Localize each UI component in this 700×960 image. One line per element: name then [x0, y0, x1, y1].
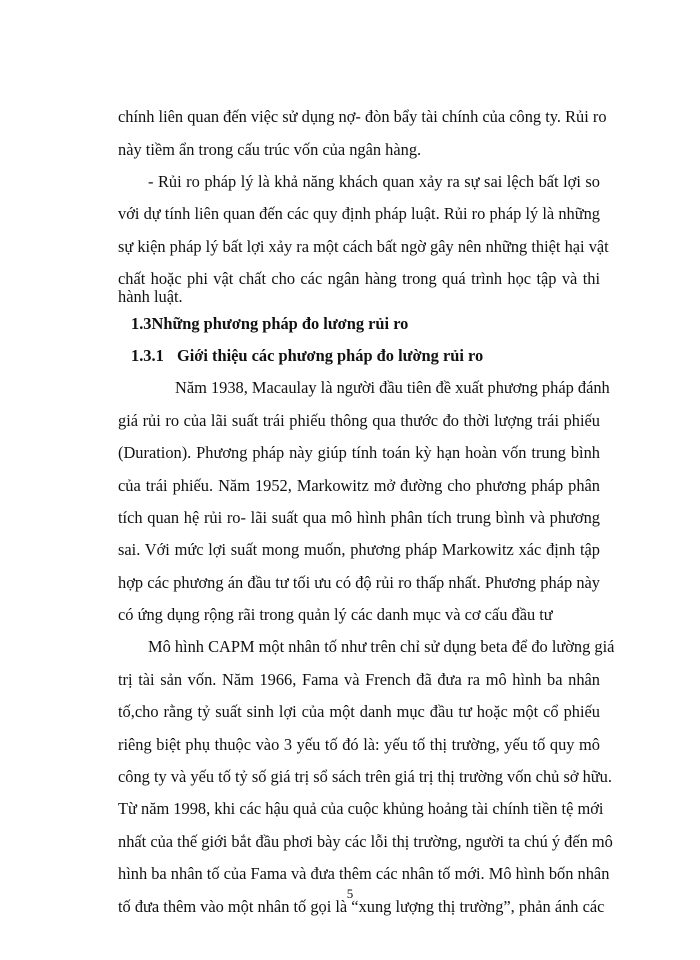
text-line: này tiềm ẩn trong cấu trúc vốn của ngân hàng. — [118, 140, 422, 159]
page-number: 5 — [346, 886, 354, 901]
text-line: chính liên quan đến việc sử dụng nợ- đòn bẩy tài chính của công ty. Rủi ro — [118, 107, 607, 126]
text-line: riêng biệt phụ thuộc vào 3 yếu tố đó là: yếu tố thị trường, yếu tố quy mô — [118, 735, 600, 754]
text-line: sai. Với mức lợi suất mong muốn, phương pháp Markowitz xác định tập — [118, 540, 600, 559]
text-line: hành luật. — [118, 287, 183, 306]
text-line: (Duration). Phương pháp này giúp tính toán kỳ hạn hoàn vốn trung bình — [118, 443, 600, 462]
text-line: sự kiện pháp lý bất lợi xảy ra một cách bất ngờ gây nên những thiệt hại vật — [118, 237, 609, 256]
text-line: - Rủi ro pháp lý là khả năng khách quan xảy ra sự sai lệch bất lợi so — [148, 172, 600, 191]
text-line: công ty và yếu tố tỷ số giá trị sổ sách trên giá trị thị trường vốn chủ sở hữu. — [118, 767, 612, 786]
text-line: Mô hình CAPM một nhân tố như trên chỉ sử dụng beta để đo lường giá — [148, 637, 615, 656]
text-line: trị tài sản vốn. Năm 1966, Fama và French đã đưa ra mô hình ba nhân — [118, 670, 600, 689]
text-line: Năm 1938, Macaulay là người đầu tiên đề xuất phương pháp đánh — [175, 378, 610, 397]
text-line: tích quan hệ rủi ro- lãi suất qua mô hình phân tích trung bình và phương — [118, 508, 600, 527]
section-heading: 1.3Những phương pháp đo lương rủi ro — [131, 314, 409, 333]
text-line: hình ba nhân tố của Fama và đưa thêm các nhân tố mới. Mô hình bốn nhân — [118, 864, 610, 883]
text-line: chất hoặc phi vật chất cho các ngân hàng trong quá trình học tập và thi — [118, 269, 600, 288]
subsection-title: Giới thiệu các phương pháp đo lường rủi ro — [177, 346, 484, 365]
text-line: tố,cho rằng tỷ suất sinh lợi của một danh mục đầu tư hoặc một cổ phiếu — [118, 702, 600, 721]
text-line: có ứng dụng rộng rãi trong quản lý các danh mục và cơ cấu đầu tư — [118, 605, 553, 624]
text-line: của trái phiếu. Năm 1952, Markowitz mở đường cho phương pháp phân — [118, 476, 600, 495]
text-line: giá rủi ro của lãi suất trái phiếu thông qua thước đo thời lượng trái phiếu — [118, 411, 600, 430]
text-line: hợp các phương án đầu tư tối ưu có độ rủi ro thấp nhất. Phương pháp này — [118, 573, 600, 592]
subsection-number: 1.3.1 — [131, 346, 164, 365]
text-line: tố đưa thêm vào một nhân tố gọi là “xung lượng thị trường”, phản ánh các — [118, 897, 605, 916]
text-line: nhất của thế giới bắt đầu phơi bày các lỗi thị trường, người ta chú ý đến mô — [118, 832, 613, 851]
text-line: với dự tính liên quan đến các quy định pháp luật. Rủi ro pháp lý là những — [118, 204, 600, 223]
text-line: Từ năm 1998, khi các hậu quả của cuộc khủng hoảng tài chính tiền tệ mới — [118, 799, 604, 818]
